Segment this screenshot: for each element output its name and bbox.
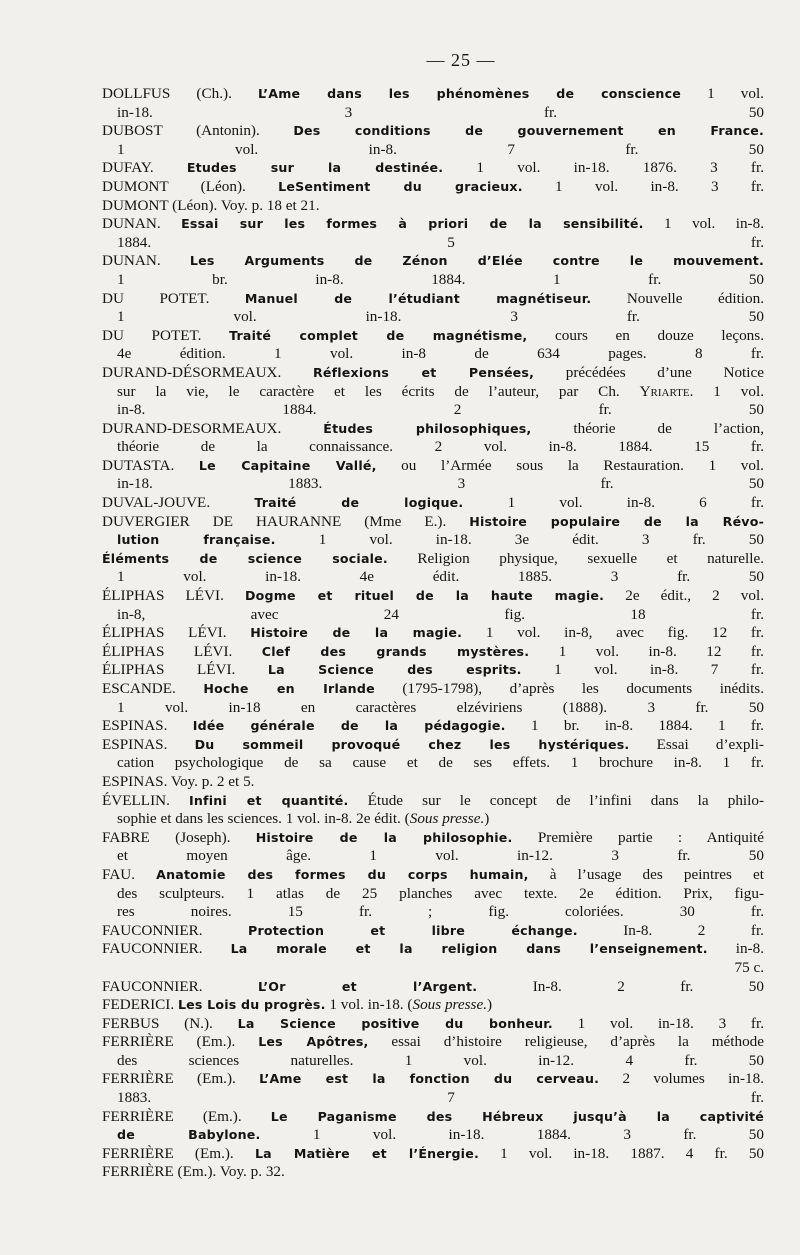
entry-text: 1883. xyxy=(117,1089,448,1107)
entry-ferriere-apotres xyxy=(102,1033,764,1070)
entry-espinas-idee xyxy=(102,717,764,736)
entry-text: DURAND-DESORMEAUX. xyxy=(102,419,324,437)
entry-line xyxy=(102,475,764,494)
entry-evellin-infini xyxy=(102,792,764,829)
entry-text: Religion physique, sexuelle et naturelle. xyxy=(387,549,764,567)
entry-text: 7 fr. 50 xyxy=(507,140,764,158)
entry-title: La Matière et l’Énergie. xyxy=(254,1145,479,1161)
entry-text: ou l’Armée sous la Restauration. 1 vol. xyxy=(376,456,764,474)
entry-text: in-8. 1884. xyxy=(117,401,454,419)
entry-line xyxy=(102,531,764,550)
entry-author-smallcaps: Yriarte xyxy=(639,382,690,400)
entry-fauconnier-morale xyxy=(102,940,764,977)
entry-text: . 1 vol. xyxy=(689,382,764,400)
entry-line xyxy=(102,1126,764,1145)
entry-text: ÉLIPHAS LÉVI. xyxy=(102,661,268,679)
entry-text: 1 vol. in-18. 1884. xyxy=(260,1126,624,1144)
entry-line xyxy=(102,885,764,904)
entry-title: Le Paganisme des Hébreux jusqu’à la captivité xyxy=(270,1108,764,1124)
entry-text: In-8. 2 fr. 50 xyxy=(477,977,764,995)
entry-line xyxy=(102,847,764,866)
entry-title: Réflexions et Pensées, xyxy=(312,364,535,380)
entry-text: des sciences naturelles. 1 vol. in-12. xyxy=(117,1051,626,1069)
entry-text: 1 vol. in-18. 4e édit. 1885. xyxy=(117,568,611,586)
entry-dumont-sentiment xyxy=(102,178,764,197)
entry-text: DUMONT (Léon). xyxy=(102,177,279,195)
entry-line xyxy=(102,1089,764,1108)
entry-line xyxy=(102,661,764,680)
entry-duvergier-histoire xyxy=(102,513,764,550)
entry-text: Étude sur le concept de l’infini dans la philo- xyxy=(348,791,764,809)
entry-text: FAUCONNIER. xyxy=(102,921,249,939)
entry-ferriere-paganisme xyxy=(102,1108,764,1145)
entry-text: sophie et dans les sciences. 1 vol. in-8. 2e édit. ( xyxy=(117,810,410,828)
entry-text: FAUCONNIER. xyxy=(102,940,231,958)
entry-line xyxy=(102,401,764,420)
entry-line xyxy=(102,1108,764,1127)
entry-title: Etudes sur la destinée. xyxy=(186,160,444,176)
entry-text: 1 vol. in-8. 7 fr. xyxy=(521,661,764,679)
entry-fabre-histoire xyxy=(102,829,764,866)
entry-text: FABRE (Joseph). xyxy=(102,828,256,846)
entry-text: 3 fr. 50 xyxy=(457,475,764,493)
entry-text: DUVERGIER DE HAURANNE (Mme E.). xyxy=(102,512,470,530)
entry-text: DUNAN. xyxy=(102,252,190,270)
entry-text: 3 fr. 50 xyxy=(610,568,764,586)
entry-text: FERRIÈRE (Em.). Voy. p. 32. xyxy=(102,1163,285,1181)
entry-line xyxy=(102,215,764,234)
entry-line xyxy=(102,178,764,197)
entry-text: ÉLIPHAS LÉVI. xyxy=(102,587,245,605)
entry-line xyxy=(102,940,764,959)
entry-text: ÉLIPHAS LÉVI. xyxy=(102,642,262,660)
entry-text: DUTASTA. xyxy=(102,456,199,474)
entry-ferriere-matiere xyxy=(102,1145,764,1164)
entry-text: 2 volumes in-18. xyxy=(599,1070,764,1088)
entry-dubost-conditions xyxy=(102,122,764,159)
entry-text: in-18. xyxy=(117,103,345,121)
entry-text: cours en douze leçons. xyxy=(527,326,764,344)
entry-line xyxy=(102,1033,764,1052)
entry-text: 1 vol. in-18. ( xyxy=(325,996,413,1014)
entry-text: 15 fr. xyxy=(694,438,764,456)
entry-title: Protection et libre échange. xyxy=(248,922,578,938)
entry-text: essai d’histoire religieuse, d’après la méthode xyxy=(368,1033,764,1051)
entry-note: Sous presse. xyxy=(409,810,485,828)
entry-text: 3 fr. 50 xyxy=(623,1126,764,1144)
entry-text: DU POTET. xyxy=(102,326,230,344)
entry-text: FERRIÈRE (Em.). xyxy=(102,1107,271,1125)
entry-line xyxy=(102,922,764,941)
entry-line xyxy=(102,699,764,718)
entry-text: 1 br. in-8. 1884. xyxy=(117,270,553,288)
entry-line xyxy=(102,383,764,402)
entry-title: Essai sur les formes à priori de la sensibilité. xyxy=(181,216,644,232)
entry-text: 30 fr. xyxy=(679,903,764,921)
entry-title: Les Arguments de Zénon d’Elée contre le mouvement. xyxy=(189,253,764,269)
entry-text: DUBOST (Antonin). xyxy=(102,122,294,140)
entry-title: Des conditions de gouvernement en France. xyxy=(293,123,764,139)
entry-title: Le Capitaine Vallé, xyxy=(198,457,377,473)
entry-durand-etudes xyxy=(102,420,764,457)
entry-text: 1 fr. 50 xyxy=(552,270,764,288)
entry-ferriere-ame xyxy=(102,1070,764,1107)
entry-text: 4e édition. 1 vol. in-8 de 634 pages. xyxy=(117,345,695,363)
entry-text: ÉLIPHAS LÉVI. xyxy=(102,624,251,642)
entry-text: 1 fr. xyxy=(722,754,764,772)
entry-title: de Babylone. xyxy=(117,1127,261,1143)
entry-text: 1 vol. in-8. xyxy=(117,140,508,158)
entry-line xyxy=(102,159,764,178)
entry-dunan-essai xyxy=(102,215,764,252)
entry-fauconnier-or xyxy=(102,978,764,997)
entry-text: ESPINAS. xyxy=(102,735,195,753)
entry-line xyxy=(102,364,764,383)
entry-line xyxy=(102,568,764,587)
entry-text: FAUCONNIER. xyxy=(102,977,258,995)
entry-text: DURAND-DÉSORMEAUX. xyxy=(102,363,313,381)
entry-line xyxy=(102,717,764,736)
entry-line xyxy=(102,104,764,123)
entry-line xyxy=(102,587,764,606)
entry-espinas-sommeil xyxy=(102,736,764,773)
entry-text: 1 vol. in-18. 3e édit. xyxy=(275,531,642,549)
entry-text: 1884. xyxy=(117,233,448,251)
entry-title: Clef des grands mystères. xyxy=(261,643,530,659)
entry-text: FERRIÈRE (Em.). xyxy=(102,1144,255,1162)
entry-line xyxy=(102,903,764,922)
entry-line xyxy=(102,792,764,811)
entry-line xyxy=(102,438,764,457)
entry-text: 4 fr. 50 xyxy=(625,1051,764,1069)
entry-eliphas-histoire xyxy=(102,624,764,643)
entry-text: FERBUS (N.). xyxy=(102,1014,238,1032)
entry-eliphas-dogme xyxy=(102,587,764,624)
entry-line xyxy=(102,773,764,792)
entry-line xyxy=(102,271,764,290)
entry-line xyxy=(102,680,764,699)
entry-text: 1 vol. in-18. 1887. 4 fr. 50 xyxy=(478,1144,764,1162)
entry-line xyxy=(102,420,764,439)
entry-line xyxy=(102,550,764,569)
entry-text: in-18. 1883. xyxy=(117,475,458,493)
entry-text: In-8. 2 fr. xyxy=(577,921,764,939)
entry-text: des sculpteurs. 1 atlas de 25 planches avec texte. 2e édition. Prix, figu- xyxy=(117,884,764,902)
entry-text: ÉVELLIN. xyxy=(102,791,189,809)
entry-dutasta-capitaine xyxy=(102,457,764,494)
entry-line xyxy=(102,457,764,476)
entry-line xyxy=(102,810,764,829)
entry-text: sur la vie, le caractère et les écrits de l’auteur, par Ch. xyxy=(117,382,640,400)
entry-title: Anatomie des formes du corps humain, xyxy=(156,866,529,882)
entry-text: FERRIÈRE (Em.). xyxy=(102,1033,259,1051)
entry-text: 5 fr. xyxy=(447,233,764,251)
entry-fauconnier-protection xyxy=(102,922,764,941)
entry-title: Histoire de la philosophie. xyxy=(255,829,513,845)
entry-potet-manuel xyxy=(102,290,764,327)
entry-text: ESPINAS. xyxy=(102,717,193,735)
entry-line xyxy=(102,122,764,141)
entry-text: in-8, avec 24 fig. xyxy=(117,605,631,623)
entry-fau-anatomie xyxy=(102,866,764,922)
entry-text: 1 vol. in-8. xyxy=(643,215,764,233)
entry-text: 3 fr. 50 xyxy=(641,531,764,549)
entry-line xyxy=(102,1163,764,1182)
entry-elements-science xyxy=(102,550,764,587)
entry-title: Histoire populaire de la Révo- xyxy=(469,513,764,529)
entry-title: Les Apôtres, xyxy=(258,1034,369,1050)
entry-dufay-etudes xyxy=(102,159,764,178)
entry-title: LeSentiment du gracieux. xyxy=(278,178,523,194)
entry-text: DUFAY. xyxy=(102,159,187,177)
entry-text: 2e édit., 2 vol. xyxy=(604,587,764,605)
entry-ferriere-voy xyxy=(102,1163,764,1182)
entry-durand-reflexions xyxy=(102,364,764,420)
entry-title: La morale et la religion dans l’enseignement. xyxy=(230,941,708,957)
entry-text: 8 fr. xyxy=(694,345,764,363)
entry-line xyxy=(102,252,764,271)
entry-line xyxy=(102,234,764,253)
entry-text: 1 br. in-8. 1884. 1 fr. xyxy=(505,717,764,735)
entry-line xyxy=(102,978,764,997)
entry-text: FEDERICI. xyxy=(102,996,178,1014)
entry-text: DU POTET. xyxy=(102,289,245,307)
entry-line xyxy=(102,829,764,848)
entry-line xyxy=(102,866,764,885)
entry-duval-logique xyxy=(102,494,764,513)
entry-text: (1795-1798), d’après les documents inédits. xyxy=(374,680,764,697)
entry-note: Sous presse. xyxy=(412,996,487,1014)
entry-text: ) xyxy=(487,996,493,1014)
entry-title: L’Or et l’Argent. xyxy=(258,978,478,994)
entry-text: FERRIÈRE (Em.). xyxy=(102,1070,260,1088)
entry-text: 1 vol. in-8. 12 fr. xyxy=(529,642,764,660)
entry-text: 3 fr. 50 xyxy=(344,103,764,121)
entry-line xyxy=(102,85,764,104)
entry-title: Éléments de science sociale. xyxy=(102,550,388,566)
entry-title: Histoire de la magie. xyxy=(250,625,463,641)
entry-line xyxy=(102,345,764,364)
entry-text: 18 fr. xyxy=(630,605,764,623)
entry-espinas-voy xyxy=(102,773,764,792)
entry-line xyxy=(102,141,764,160)
entry-text: 1 vol. in-18. 1876. 3 fr. xyxy=(443,159,764,177)
entry-dunan-arguments xyxy=(102,252,764,289)
entry-text: 1 vol. in-8. 6 fr. xyxy=(463,494,764,512)
entry-text: 1 vol. in-8, avec fig. 12 fr. xyxy=(462,624,764,642)
entry-line xyxy=(102,197,764,216)
entry-line xyxy=(102,624,764,643)
entry-text: Essai d’expli- xyxy=(629,735,764,753)
entry-title: Manuel de l’étudiant magnétiseur. xyxy=(244,290,592,306)
entry-title: Infini et quantité. xyxy=(188,792,349,808)
entry-text: 1 vol. in-8. 3 fr. xyxy=(522,177,764,195)
entry-escande-hoche xyxy=(102,680,764,717)
entry-text: 1 vol. in-18. xyxy=(117,308,511,326)
entry-text: ESPINAS. Voy. p. 2 et 5. xyxy=(102,772,255,790)
entry-text: précédées d’une Notice xyxy=(534,363,764,381)
entry-title: Études philosophiques, xyxy=(323,420,532,436)
entry-line xyxy=(102,754,764,773)
entry-line xyxy=(102,327,764,346)
entry-title: L’Ame dans les phénomènes de conscience xyxy=(257,86,681,101)
entry-text: ESCANDE. xyxy=(102,680,204,697)
entry-line xyxy=(102,513,764,532)
entry-text: théorie de la connaissance. 2 vol. in-8. 1884. xyxy=(117,438,695,456)
entry-title: Idée générale de la pédagogie. xyxy=(192,718,506,734)
entry-title: Les Lois du progrès. xyxy=(177,997,326,1013)
entry-text: res noires. 15 fr. ; fig. coloriées. xyxy=(117,903,680,921)
entry-text: FAU. xyxy=(102,865,157,883)
entry-line xyxy=(102,606,764,625)
entry-line xyxy=(102,1070,764,1089)
entry-text: 75 c. xyxy=(734,958,764,976)
entry-line xyxy=(102,959,764,978)
entry-text: à l’usage des peintres et xyxy=(528,865,764,883)
entry-text: 3 fr. 50 xyxy=(510,308,764,326)
entry-eliphas-clef xyxy=(102,643,764,662)
entry-title: Traité complet de magnétisme, xyxy=(229,327,528,343)
entry-line xyxy=(102,643,764,662)
entry-text: DUVAL-JOUVE. xyxy=(102,494,255,512)
entry-title: Du sommeil provoqué chez les hystériques. xyxy=(194,736,630,752)
entry-text: DUMONT (Léon). Voy. p. 18 et 21. xyxy=(102,196,320,214)
entry-eliphas-science xyxy=(102,661,764,680)
entry-line xyxy=(102,308,764,327)
entry-text: DUNAN. xyxy=(102,215,182,233)
entry-text: in-8. xyxy=(707,940,764,958)
entry-text: et moyen âge. 1 vol. in-12. xyxy=(117,847,612,865)
page-number: — 25 — xyxy=(426,50,496,70)
entry-text: cation psychologique de sa cause et de ses effets. 1 brochure in-8. xyxy=(117,754,723,772)
entry-title: La Science des esprits. xyxy=(267,662,522,678)
entry-text: 3 fr. 50 xyxy=(611,847,764,865)
entry-line xyxy=(102,1145,764,1164)
entry-title: L’Ame est la fonction du cerveau. xyxy=(259,1071,600,1087)
entry-text: 3 fr. 50 xyxy=(647,698,764,716)
entry-text: 1 vol. in-18 en caractères elzéviriens (1888). xyxy=(117,698,648,716)
entry-potet-traite xyxy=(102,327,764,364)
entry-title: Hoche en Irlande xyxy=(203,681,375,696)
entry-ferbus-science xyxy=(102,1015,764,1034)
entry-text: théorie de l’action, xyxy=(531,419,764,437)
entry-line xyxy=(102,1015,764,1034)
entry-text: Nouvelle édition. xyxy=(591,289,764,307)
entry-line xyxy=(102,996,764,1015)
entry-dollfus-ame xyxy=(102,85,764,122)
entry-line xyxy=(102,736,764,755)
entry-dumont-voy xyxy=(102,197,764,216)
entry-text: DOLLFUS (Ch.). xyxy=(102,85,258,102)
entry-text: 2 fr. 50 xyxy=(453,401,764,419)
entry-title: Traité de logique. xyxy=(254,495,464,511)
entry-title: lution française. xyxy=(117,532,276,548)
entry-federici-lois xyxy=(102,996,764,1015)
entry-text: ) xyxy=(484,810,490,828)
entry-text: Première partie : Antiquité xyxy=(512,828,764,846)
entry-line xyxy=(102,1052,764,1071)
entry-line xyxy=(102,494,764,513)
entry-text: 1 vol. xyxy=(681,85,764,102)
catalog-entries xyxy=(102,85,764,1182)
entry-title: La Science positive du bonheur. xyxy=(237,1015,553,1031)
entry-text: 7 fr. xyxy=(447,1089,764,1107)
entry-title: Dogme et rituel de la haute magie. xyxy=(244,588,605,604)
entry-line xyxy=(102,290,764,309)
entry-text: 1 vol. in-18. 3 fr. xyxy=(552,1014,764,1032)
